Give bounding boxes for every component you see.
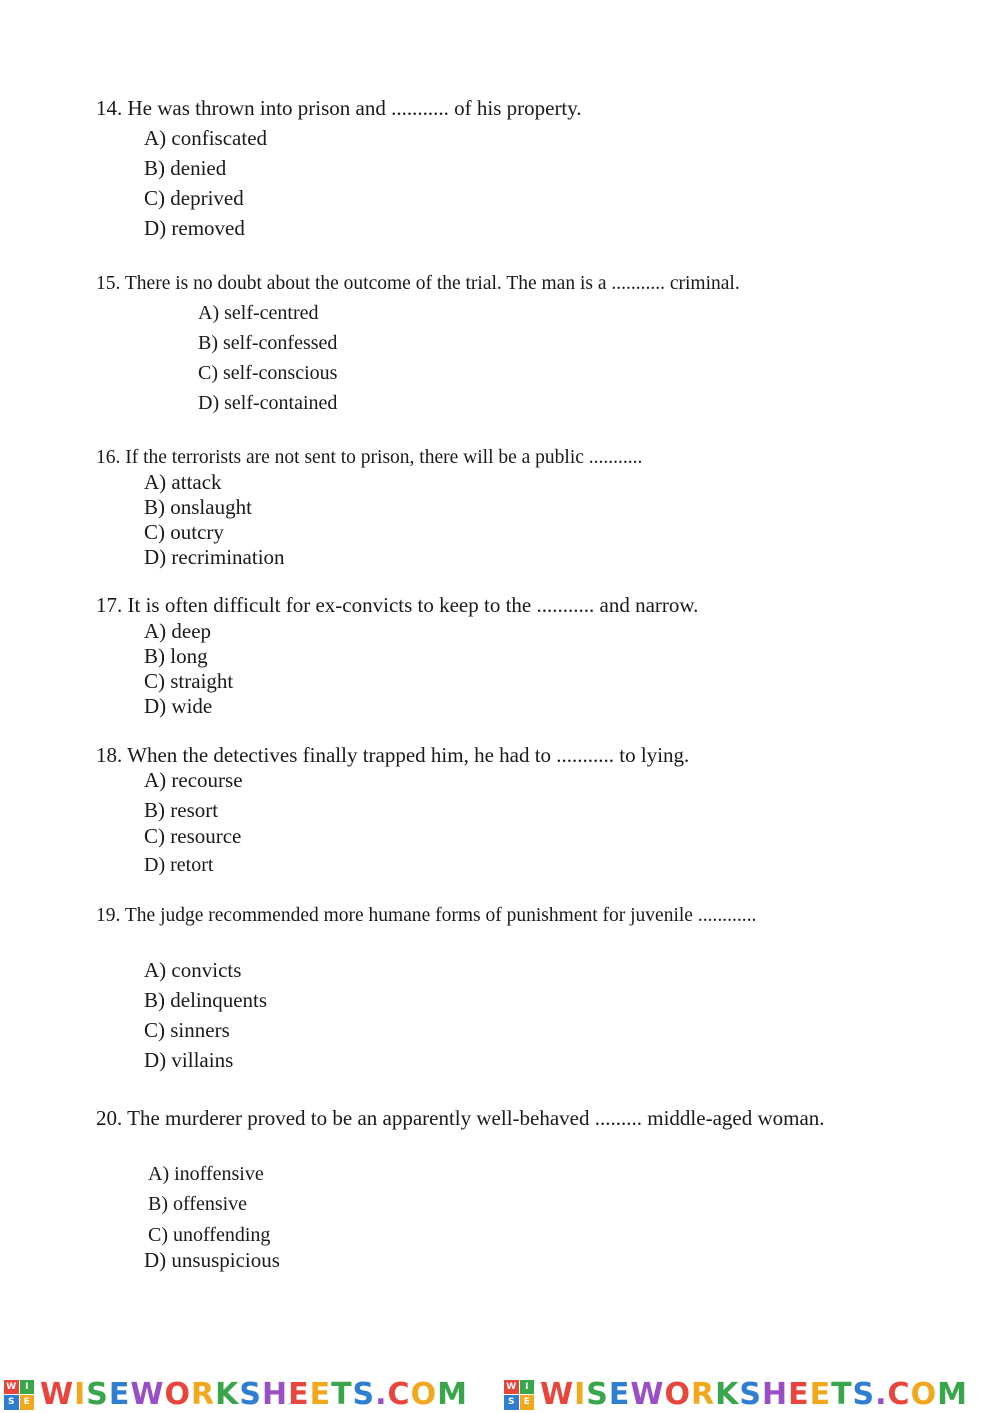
option-b: B) onslaught <box>144 495 252 519</box>
watermark-letter: W <box>40 1377 75 1412</box>
logo-letter: E <box>520 1395 535 1410</box>
option-a: A) confiscated <box>144 126 268 150</box>
watermark-text <box>40 1376 468 1413</box>
watermark-letter: S <box>352 1377 376 1412</box>
option-d: D) retort <box>144 854 214 876</box>
watermark-letter: S <box>739 1377 762 1412</box>
watermark-letter: W <box>130 1377 165 1412</box>
option-b: B) denied <box>144 156 227 180</box>
question-20 <box>96 1106 876 1286</box>
logo-letter: S <box>504 1395 519 1410</box>
watermark-letter: O <box>910 1377 938 1412</box>
option-a: A) recourse <box>144 768 243 792</box>
watermark-letter: M <box>437 1377 468 1412</box>
option-d: D) wide <box>144 694 213 718</box>
watermark-letter: S <box>239 1377 262 1412</box>
watermark-letter: E <box>108 1377 131 1412</box>
watermark-letter: . <box>875 1377 888 1412</box>
watermark-letter: T <box>331 1377 353 1412</box>
watermark-letter: M <box>937 1377 968 1412</box>
watermark-letter: S <box>852 1377 876 1412</box>
option-d: D) villains <box>144 1048 234 1072</box>
watermark-1 <box>4 1376 468 1413</box>
option-d: D) recrimination <box>144 545 285 569</box>
option-c: C) deprived <box>144 186 244 210</box>
question-stem: 14. He was thrown into prison and ........... of his property. <box>96 96 582 120</box>
watermark-letter: S <box>86 1377 109 1412</box>
watermark-letter: O <box>664 1377 691 1412</box>
option-b: B) long <box>144 644 208 668</box>
watermark-letter: W <box>540 1377 575 1412</box>
option-a: A) attack <box>144 470 222 494</box>
watermark-letter: H <box>761 1377 789 1412</box>
option-a: A) deep <box>144 619 212 643</box>
logo-letter: I <box>520 1380 535 1395</box>
watermark-letter: R <box>690 1377 716 1412</box>
wise-logo-icon <box>504 1380 534 1410</box>
question-14 <box>96 96 876 246</box>
watermark-letter: I <box>574 1377 587 1412</box>
option-b: B) delinquents <box>144 988 268 1012</box>
logo-letter: E <box>20 1395 35 1410</box>
option-c: C) outcry <box>144 520 224 544</box>
watermark-letter: E <box>809 1377 832 1412</box>
option-a: A) convicts <box>144 958 242 982</box>
question-16 <box>96 445 876 575</box>
option-b: B) self-confessed <box>198 332 338 354</box>
watermark-letter: W <box>630 1377 665 1412</box>
wise-logo-icon <box>4 1380 34 1410</box>
question-18 <box>96 743 876 883</box>
watermark-letter: E <box>309 1377 332 1412</box>
option-c: C) straight <box>144 669 234 693</box>
question-stem: 17. It is often difficult for ex-convicts to keep to the ........... and narrow. <box>96 593 699 617</box>
option-b: B) offensive <box>148 1193 248 1215</box>
footer-watermark <box>0 1376 1000 1413</box>
watermark-letter: S <box>586 1377 609 1412</box>
watermark-letter: H <box>261 1377 289 1412</box>
question-stem: 18. When the detectives finally trapped him, he had to ........... to lying. <box>96 743 690 767</box>
logo-letter: W <box>504 1380 519 1395</box>
option-c: C) self-conscious <box>198 362 338 384</box>
watermark-letter: C <box>387 1377 411 1412</box>
question-17 <box>96 593 876 723</box>
watermark-letter: R <box>190 1377 216 1412</box>
option-d: D) self-contained <box>198 392 338 414</box>
watermark-letter: E <box>788 1377 810 1412</box>
question-stem: 19. The judge recommended more humane forms of punishment for juvenile ............ <box>96 905 757 926</box>
option-c: C) resource <box>144 824 242 848</box>
watermark-2 <box>504 1376 968 1413</box>
watermark-letter: T <box>831 1377 853 1412</box>
watermark-letter: E <box>288 1377 310 1412</box>
option-a: A) inoffensive <box>148 1163 264 1185</box>
question-stem: 15. There is no doubt about the outcome of the trial. The man is a ........... criminal. <box>96 273 740 294</box>
watermark-letter: E <box>608 1377 631 1412</box>
watermark-letter: K <box>215 1377 240 1412</box>
watermark-letter: K <box>715 1377 740 1412</box>
watermark-letter: C <box>887 1377 911 1412</box>
logo-letter: S <box>4 1395 19 1410</box>
question-stem: 16. If the terrorists are not sent to prison, there will be a public ........... <box>96 447 643 468</box>
logo-letter: I <box>20 1380 35 1395</box>
watermark-letter: . <box>375 1377 388 1412</box>
question-15 <box>96 271 876 421</box>
option-c: C) sinners <box>144 1018 230 1042</box>
option-b: B) resort <box>144 798 219 822</box>
option-d: D) removed <box>144 216 245 240</box>
watermark-letter: I <box>74 1377 87 1412</box>
watermark-letter: O <box>164 1377 191 1412</box>
question-19 <box>96 903 876 1083</box>
option-c: C) unoffending <box>148 1224 271 1246</box>
option-d: D) unsuspicious <box>144 1248 280 1272</box>
question-stem: 20. The murderer proved to be an apparently well-behaved ......... middle-aged woman. <box>96 1106 825 1130</box>
watermark-letter: O <box>410 1377 438 1412</box>
watermark-text <box>540 1376 968 1413</box>
option-a: A) self-centred <box>198 302 319 324</box>
logo-letter: W <box>4 1380 19 1395</box>
